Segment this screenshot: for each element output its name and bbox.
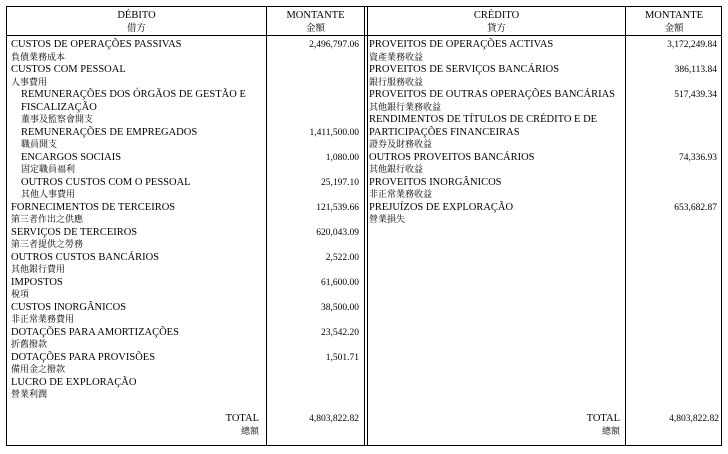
- debit-item-label-zh: 第三者作出之供應: [11, 215, 84, 225]
- debit-item-label-zh: 其他銀行費用: [11, 265, 66, 275]
- credit-item-label-zh: 資產業務收益: [369, 52, 424, 63]
- credit-total-zh: 總額: [601, 426, 620, 437]
- header-debit: [7, 9, 266, 35]
- debit-item-label-zh: 非正常業務費用: [11, 315, 75, 325]
- credit-total-pt: TOTAL: [586, 413, 620, 424]
- credit-line-item: [369, 64, 717, 89]
- debit-line-item: [11, 227, 359, 252]
- debit-item-label-zh: 折舊撥款: [11, 340, 48, 350]
- debit-line-item: [11, 277, 359, 302]
- debit-item-label-zh: 稅項: [11, 290, 30, 300]
- debit-item-label-pt: DOTAÇÕES PARA AMORTIZAÇÕES: [11, 326, 179, 338]
- credit-line-item: [369, 89, 717, 114]
- debit-total-zh: 總額: [240, 426, 259, 437]
- header-debit-zh: 借方: [126, 23, 146, 34]
- debit-item-label-pt: DOTAÇÕES PARA PROVISÕES: [11, 351, 156, 363]
- debit-line-item: [11, 352, 359, 377]
- header-debit-amount: [267, 9, 364, 35]
- debit-item-amount: 2,522.00: [325, 252, 359, 263]
- credit-item-label-pt: PROVEITOS DE OUTRAS OPERAÇÕES BANCÁRIAS: [369, 89, 616, 100]
- debit-item-label-pt: REMUNERAÇÕES DOS ÓRGÃOS DE GESTÃO E: [21, 89, 246, 100]
- debit-item-label-pt: ENCARGOS SOCIAIS: [21, 151, 122, 163]
- credit-item-amount: 3,172,249.84: [667, 40, 717, 50]
- credit-item-label-zh: 銀行服務收益: [369, 77, 424, 88]
- debit-item-label-pt: LUCRO DE EXPLORAÇÃO: [11, 376, 137, 388]
- debit-item-label-zh: 第三者提供之勞務: [11, 240, 84, 250]
- credit-total-label: [517, 413, 620, 438]
- debit-item-label-pt: FORNECIMENTOS DE TERCEIROS: [11, 201, 176, 213]
- debit-item-label-zh: 負債業務成本: [11, 52, 66, 63]
- debit-item-amount: 620,043.09: [316, 227, 359, 238]
- debit-total-amount: 4,803,822.82: [309, 414, 359, 424]
- credit-item-amount: 386,113.84: [674, 65, 717, 75]
- credit-item-label-zh: 證券及財務收益: [369, 140, 433, 150]
- debit-line-item: [11, 302, 359, 327]
- credit-item-label-zh: 非正常業務收益: [369, 190, 433, 200]
- header-credit: [368, 9, 625, 35]
- debit-item-label-pt: CUSTOS DE OPERAÇÕES PASSIVAS: [11, 39, 182, 50]
- debit-item-label-zh: 董事及監察會開支: [21, 115, 94, 125]
- debit-total-label: [157, 413, 259, 438]
- debit-item-label-zh: 備用金之撥款: [11, 365, 66, 375]
- credit-item-label-zh: 其他銀行業務收益: [369, 102, 442, 113]
- debit-line-item: [11, 202, 359, 227]
- debit-item-label-pt: CUSTOS INORGÂNICOS: [11, 301, 127, 313]
- credit-item-label-pt: PROVEITOS DE OPERAÇÕES ACTIVAS: [369, 39, 554, 50]
- debit-item-label-zh: 固定職員福利: [21, 165, 76, 175]
- credit-line-item: [369, 177, 717, 202]
- debit-item-amount: 1,080.00: [325, 152, 359, 163]
- statement-table: [6, 6, 722, 446]
- credit-total-amount: 4,803,822.82: [669, 414, 719, 424]
- credit-item-label-pt: RENDIMENTOS DE TÍTULOS DE CRÉDITO E DE: [369, 114, 598, 125]
- debit-item-label-pt: FISCALIZAÇÃO: [21, 101, 97, 113]
- debit-item-amount: 23,542.20: [321, 327, 359, 338]
- debit-item-label-zh: 人事費用: [11, 77, 48, 88]
- debit-item-amount: 2,496,797.06: [309, 40, 359, 50]
- debit-item-amount: 1,501.71: [325, 352, 359, 363]
- credit-item-label-pt: PROVEITOS DE SERVIÇOS BANCÁRIOS: [369, 64, 560, 75]
- credit-item-amount: 74,336.93: [679, 152, 717, 163]
- debit-item-amount: 25,197.10: [321, 177, 359, 188]
- debit-item-label-zh: 營業利潤: [11, 390, 48, 400]
- debit-item-label-pt: REMUNERAÇÕES DE EMPREGADOS: [21, 126, 198, 138]
- debit-item-label-zh: 其他人事費用: [21, 190, 76, 200]
- credit-item-amount: 653,682.87: [674, 202, 717, 213]
- credit-item-label-pt: OUTROS PROVEITOS BANCÁRIOS: [369, 151, 535, 163]
- debit-item-label-pt: IMPOSTOS: [11, 276, 63, 288]
- debit-line-item: [11, 152, 359, 177]
- debit-item-label-pt: CUSTOS COM PESSOAL: [11, 64, 126, 75]
- debit-line-item: [11, 127, 359, 152]
- header-rule: [7, 35, 721, 36]
- debit-item-amount: 121,539.66: [316, 202, 359, 213]
- credit-item-label-pt: PARTICIPAÇÕES FINANCEIRAS: [369, 126, 520, 138]
- credit-line-item: [369, 152, 717, 177]
- credit-item-label-pt: PREJUÍZOS DE EXPLORAÇÃO: [369, 201, 514, 213]
- debit-item-amount: 38,500.00: [321, 302, 359, 313]
- header-debit-amount-pt: MONTANTE: [286, 10, 345, 21]
- header-credit-amount: [626, 9, 722, 35]
- credit-item-label-pt: PROVEITOS INORGÂNICOS: [369, 176, 502, 188]
- credit-item-label-zh: 營業損失: [369, 215, 406, 225]
- header-credit-pt: CRÉDITO: [473, 10, 520, 21]
- credit-item-amount: 517,439.34: [674, 90, 717, 100]
- debit-items: [11, 39, 359, 402]
- header-credit-amount-pt: MONTANTE: [644, 10, 704, 21]
- column-divider-double: [364, 7, 368, 445]
- header-debit-pt: DÉBITO: [117, 10, 156, 21]
- credit-items: [369, 39, 717, 227]
- credit-line-item: [369, 39, 717, 64]
- debit-item-label-pt: OUTROS CUSTOS COM O PESSOAL: [21, 176, 191, 188]
- header-credit-zh: 貸方: [486, 23, 506, 34]
- debit-line-item: [11, 177, 359, 202]
- header-debit-amount-zh: 金額: [305, 23, 325, 34]
- debit-item-amount: 1,411,500.00: [309, 127, 359, 138]
- credit-line-item: [369, 114, 717, 152]
- debit-item-amount: 61,600.00: [321, 277, 359, 288]
- credit-item-label-zh: 其他銀行收益: [369, 165, 424, 175]
- header-credit-amount-zh: 金額: [664, 23, 684, 34]
- debit-line-item: [11, 377, 359, 402]
- debit-line-item: [11, 64, 359, 89]
- debit-line-item: [11, 39, 359, 64]
- debit-item-label-pt: SERVIÇOS DE TERCEIROS: [11, 226, 138, 238]
- debit-line-item: [11, 327, 359, 352]
- debit-line-item: [11, 252, 359, 277]
- debit-line-item: [11, 89, 359, 127]
- debit-total-pt: TOTAL: [225, 413, 259, 424]
- debit-item-label-pt: OUTROS CUSTOS BANCÁRIOS: [11, 251, 160, 263]
- debit-item-label-zh: 職員開支: [21, 140, 58, 150]
- credit-line-item: [369, 202, 717, 227]
